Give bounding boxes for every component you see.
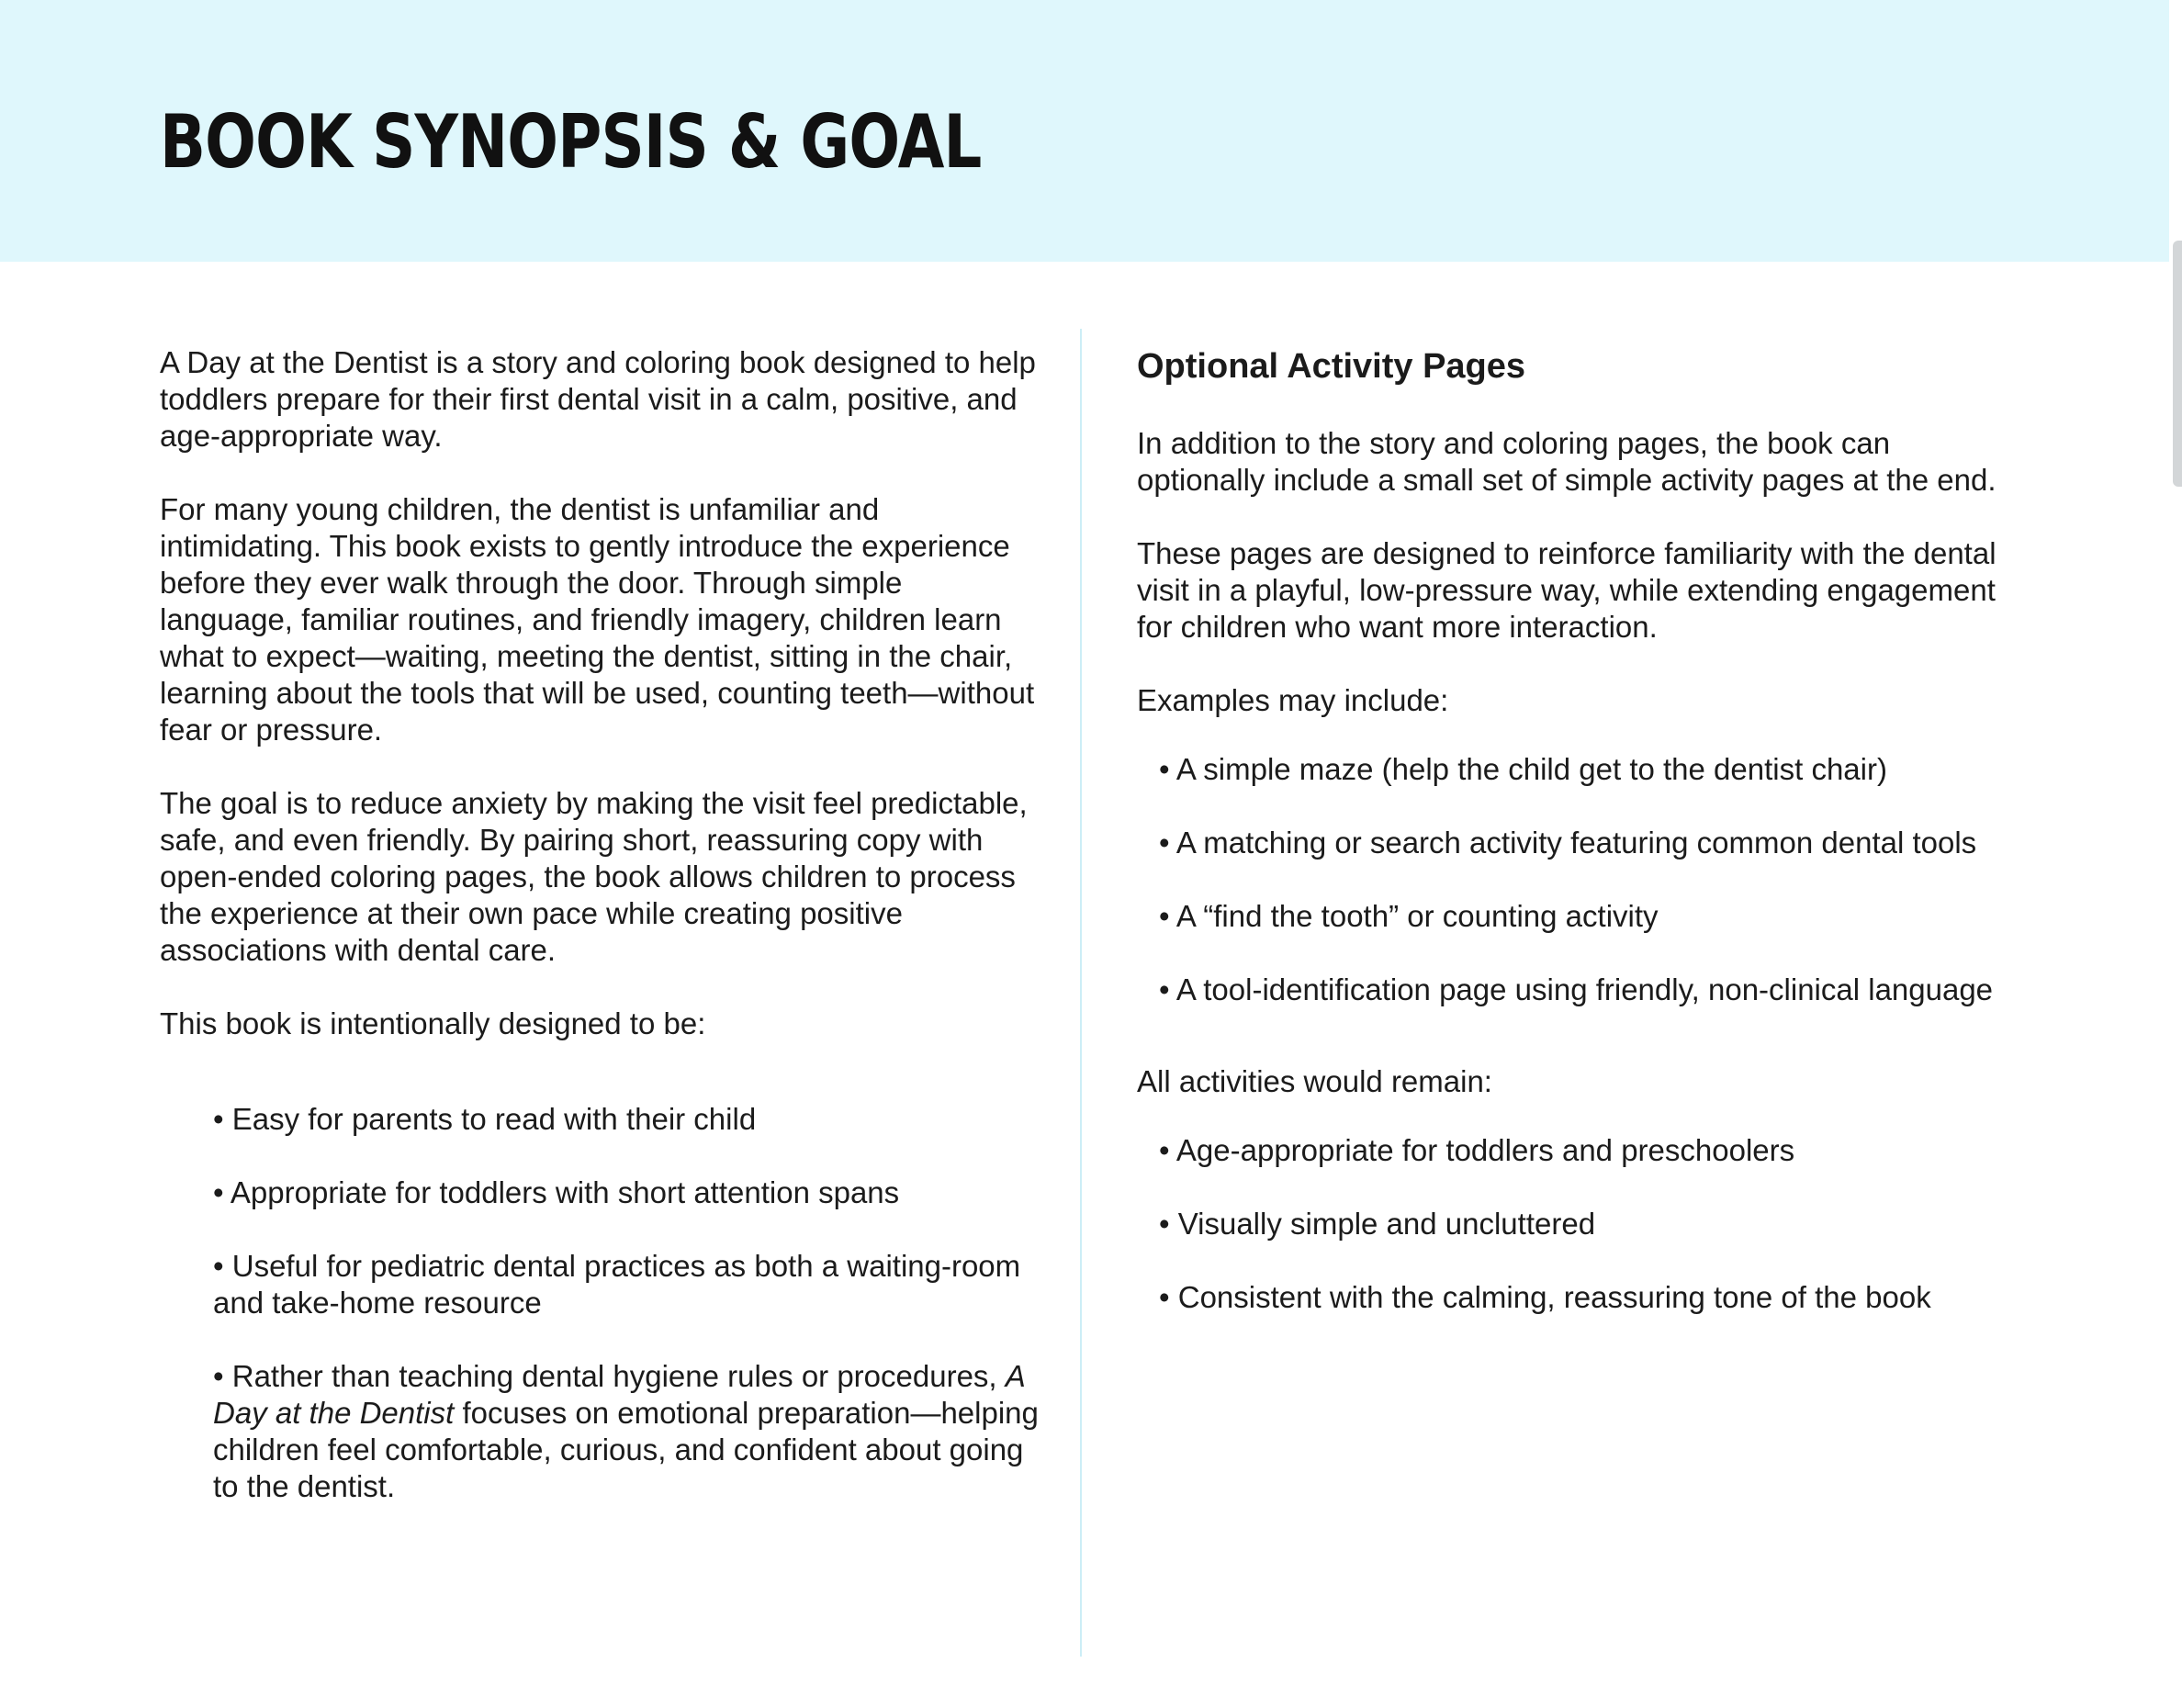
list-item: • Useful for pediatric dental practices as both a waiting-room and take-home resource — [213, 1248, 1041, 1321]
purpose-paragraph: For many young children, the dentist is unfamiliar and intimidating. This book exists to gently introduce the experience before they ever walk through the door. Through simple language, familiar routines, and friendly imagery, children learn what to expect—waiting, meeting the dentist, sitting in the chair, learning about the tools that will be used, counting teeth—without fear or pressure. — [160, 492, 1035, 747]
intro-paragraph: A Day at the Dentist is a story and coloring book designed to help toddlers prepare for their first dental visit in a calm, positive, and age-appropriate way. — [160, 345, 1036, 453]
right-column — [1137, 344, 2019, 1371]
section-heading: Optional Activity Pages — [1137, 347, 1526, 386]
column-divider — [1080, 329, 1082, 1657]
book-title-italic: A Day at the Dentist — [213, 1359, 1025, 1430]
list-item: • A simple maze (help the child get to the dentist chair) — [1159, 751, 2019, 788]
design-lead-paragraph: This book is intentionally designed to be: — [160, 1006, 706, 1040]
examples-list — [1137, 751, 2019, 1008]
activity-intro-paragraph: In addition to the story and coloring pages, the book can optionally include a small set of simple activity pages at the end. — [1137, 426, 1996, 497]
design-list — [160, 1101, 1041, 1505]
goal-paragraph: The goal is to reduce anxiety by making the visit feel predictable, safe, and even friendly. By pairing short, reassuring copy with open-ended coloring pages, the book allows children to process the experience at their own pace while creating positive associations with dental care. — [160, 786, 1028, 967]
list-item-text: Rather than teaching dental hygiene rules or procedures, — [231, 1359, 997, 1393]
remain-lead: All activities would remain: — [1137, 1064, 1492, 1098]
list-item: • Consistent with the calming, reassuring tone of the book — [1159, 1279, 2019, 1316]
list-item — [213, 1358, 1041, 1505]
header-banner — [0, 0, 2169, 262]
list-item: • Easy for parents to read with their child — [213, 1101, 1041, 1138]
list-item: • A tool-identification page using friendly, non-clinical language — [1159, 972, 2019, 1008]
list-item: • A matching or search activity featuring common dental tools — [1159, 825, 2019, 861]
scrollbar-thumb[interactable] — [2173, 241, 2182, 487]
remain-list — [1137, 1132, 2019, 1316]
list-item-text: focuses on emotional preparation—helping children feel comfortable, curious, and confident about going to the dentist. — [213, 1396, 1039, 1503]
list-item: • Age-appropriate for toddlers and preschoolers — [1159, 1132, 2019, 1169]
page-title: BOOK SYNOPSIS & GOAL — [160, 99, 982, 185]
left-column — [160, 344, 1041, 1542]
list-item: • A “find the tooth” or counting activity — [1159, 898, 2019, 935]
list-item: • Visually simple and uncluttered — [1159, 1206, 2019, 1242]
activity-purpose-paragraph: These pages are designed to reinforce familiarity with the dental visit in a playful, low-pressure way, while extending engagement for children who want more interaction. — [1137, 536, 1996, 644]
examples-lead: Examples may include: — [1137, 683, 1449, 717]
list-item: • Appropriate for toddlers with short attention spans — [213, 1174, 1041, 1211]
